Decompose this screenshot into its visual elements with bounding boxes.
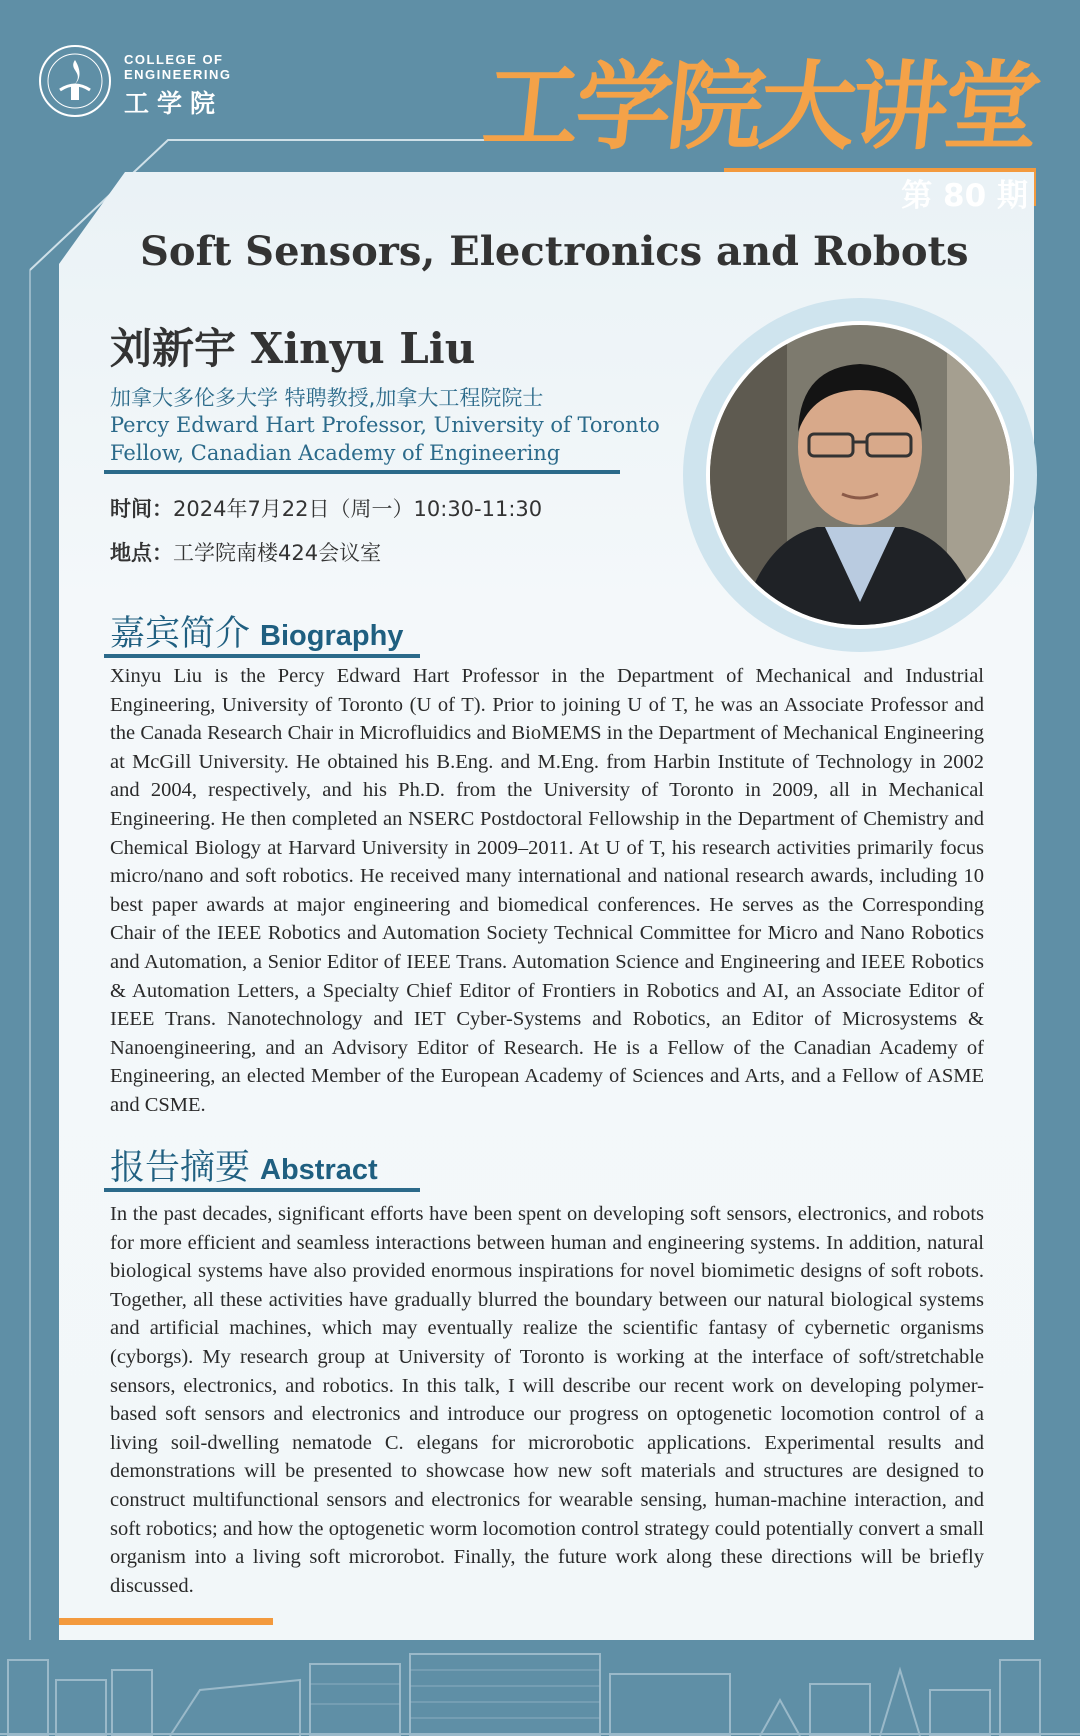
campus-skyline bbox=[0, 1640, 1080, 1736]
college-name-en-1: COLLEGE OF bbox=[124, 52, 224, 67]
time-value: 2024年7月22日（周一）10:30-11:30 bbox=[173, 497, 543, 521]
series-title: 工学院大讲堂 bbox=[478, 51, 1042, 163]
college-logo bbox=[38, 44, 112, 118]
footer-accent-bar bbox=[59, 1618, 273, 1625]
speaker-affiliation-en-2: Fellow, Canadian Academy of Engineering bbox=[110, 441, 561, 465]
biography-heading-en: Biography bbox=[260, 620, 404, 652]
place-label: 地点： bbox=[110, 541, 173, 565]
speaker-photo-frame bbox=[683, 298, 1037, 652]
biography-heading-cn: 嘉宾简介 bbox=[110, 614, 251, 654]
abstract-text: In the past decades, significant efforts have been spent on developing soft sensors, electronics, and robots for more efficient and seamless interactions between human and engineering systems. In addition, natural biological systems have also provided enormous inspirations for novel biomimetic designs of soft robots. Together, all these activities have gradually blurred the boundary between our natural biological systems and artificial machines, which may eventually realize the scientific fantasy of cybernetic organisms (cyborgs). My research group at University of Toronto is working at the interface of soft/stretchable sensors, electronics, and robotics. In this talk, I will describe our recent work on developing polymer-based soft sensors and electronics and introduce our progress on optogenetic locomotion control of a living soil-dwelling nematode C. elegans for microrobotic applications. Experimental results and demonstrations will be presented to showcase how new soft materials and structures are designed to construct multifunctional sensors and electronics for wearable sensing, human-machine interaction, and soft robotics; and how the optogenetic worm locomotion control strategy could potentially convert a small organism into a living soft microrobot. Finally, the future work along these directions will be briefly discussed. bbox=[110, 1203, 984, 1597]
speaker-photo bbox=[697, 312, 1023, 638]
college-name-cn: 工学院 bbox=[124, 89, 224, 118]
biography-divider bbox=[104, 654, 420, 658]
abstract-heading-cn: 报告摘要 bbox=[110, 1148, 251, 1188]
place-value: 工学院南楼424会议室 bbox=[173, 541, 382, 565]
college-name-en-2: ENGINEERING bbox=[124, 67, 232, 82]
talk-time bbox=[110, 493, 542, 523]
abstract-heading-en: Abstract bbox=[260, 1154, 378, 1186]
affiliation-divider bbox=[104, 470, 620, 474]
abstract-heading bbox=[110, 1140, 378, 1190]
abstract-divider bbox=[104, 1188, 420, 1192]
biography-heading bbox=[110, 606, 403, 656]
issue-number: 第 80 期 bbox=[901, 178, 1028, 214]
speaker-affiliation-en-1: Percy Edward Hart Professor, University of Toronto bbox=[110, 413, 660, 437]
speaker-name: 刘新宇 Xinyu Liu bbox=[110, 324, 476, 373]
talk-place bbox=[110, 537, 381, 567]
biography-text: Xinyu Liu is the Percy Edward Hart Professor in the Department of Mechanical and Industrial Engineering, University of Toronto (U of T). Prior to joining U of T, he was an Associate Professor and the Canada Research Chair in Microfluidics and BioMEMS in the Department of Mechanical Engineering at McGill University. He obtained his B.Eng. and M.Eng. from Harbin Institute of Technology in 2002 and 2004, respectively, and his Ph.D. from the University of Toronto in 2009, all in Mechanical Engineering. He then completed an NSERC Postdoctoral Fellowship in the Department of Chemistry and Chemical Biology at Harvard University in 2009–2011. At U of T, his research activities primarily focus micro/nano and soft robotics. He received many international and national research awards, including 10 best paper awards at major engineering and biomedical conferences. He serves as the Corresponding Chair of the IEEE Robotics and Automation Society Technical Committee for Micro and Nano Robotics and Automation, a Senior Editor of IEEE Trans. Automation Science and Engineering and IEEE Robotics & Automation Letters, a Specialty Chief Editor of Frontiers in Robotics and AI, an Associate Editor of IEEE Trans. Nanotechnology and IET Cyber-Systems and Robotics, an Editor of Microsystems & Nanoengineering, and an Advisory Editor of Research. He is a Fellow of the Canadian Academy of Engineering, an elected Member of the European Academy of Sciences and Arts, and a Fellow of ASME and CSME. bbox=[110, 665, 984, 1116]
college-name bbox=[124, 52, 232, 120]
time-label: 时间： bbox=[110, 497, 173, 521]
speaker-affiliation-cn: 加拿大多伦多大学 特聘教授,加拿大工程院院士 bbox=[110, 386, 544, 410]
talk-title: Soft Sensors, Electronics and Robots bbox=[140, 228, 969, 275]
